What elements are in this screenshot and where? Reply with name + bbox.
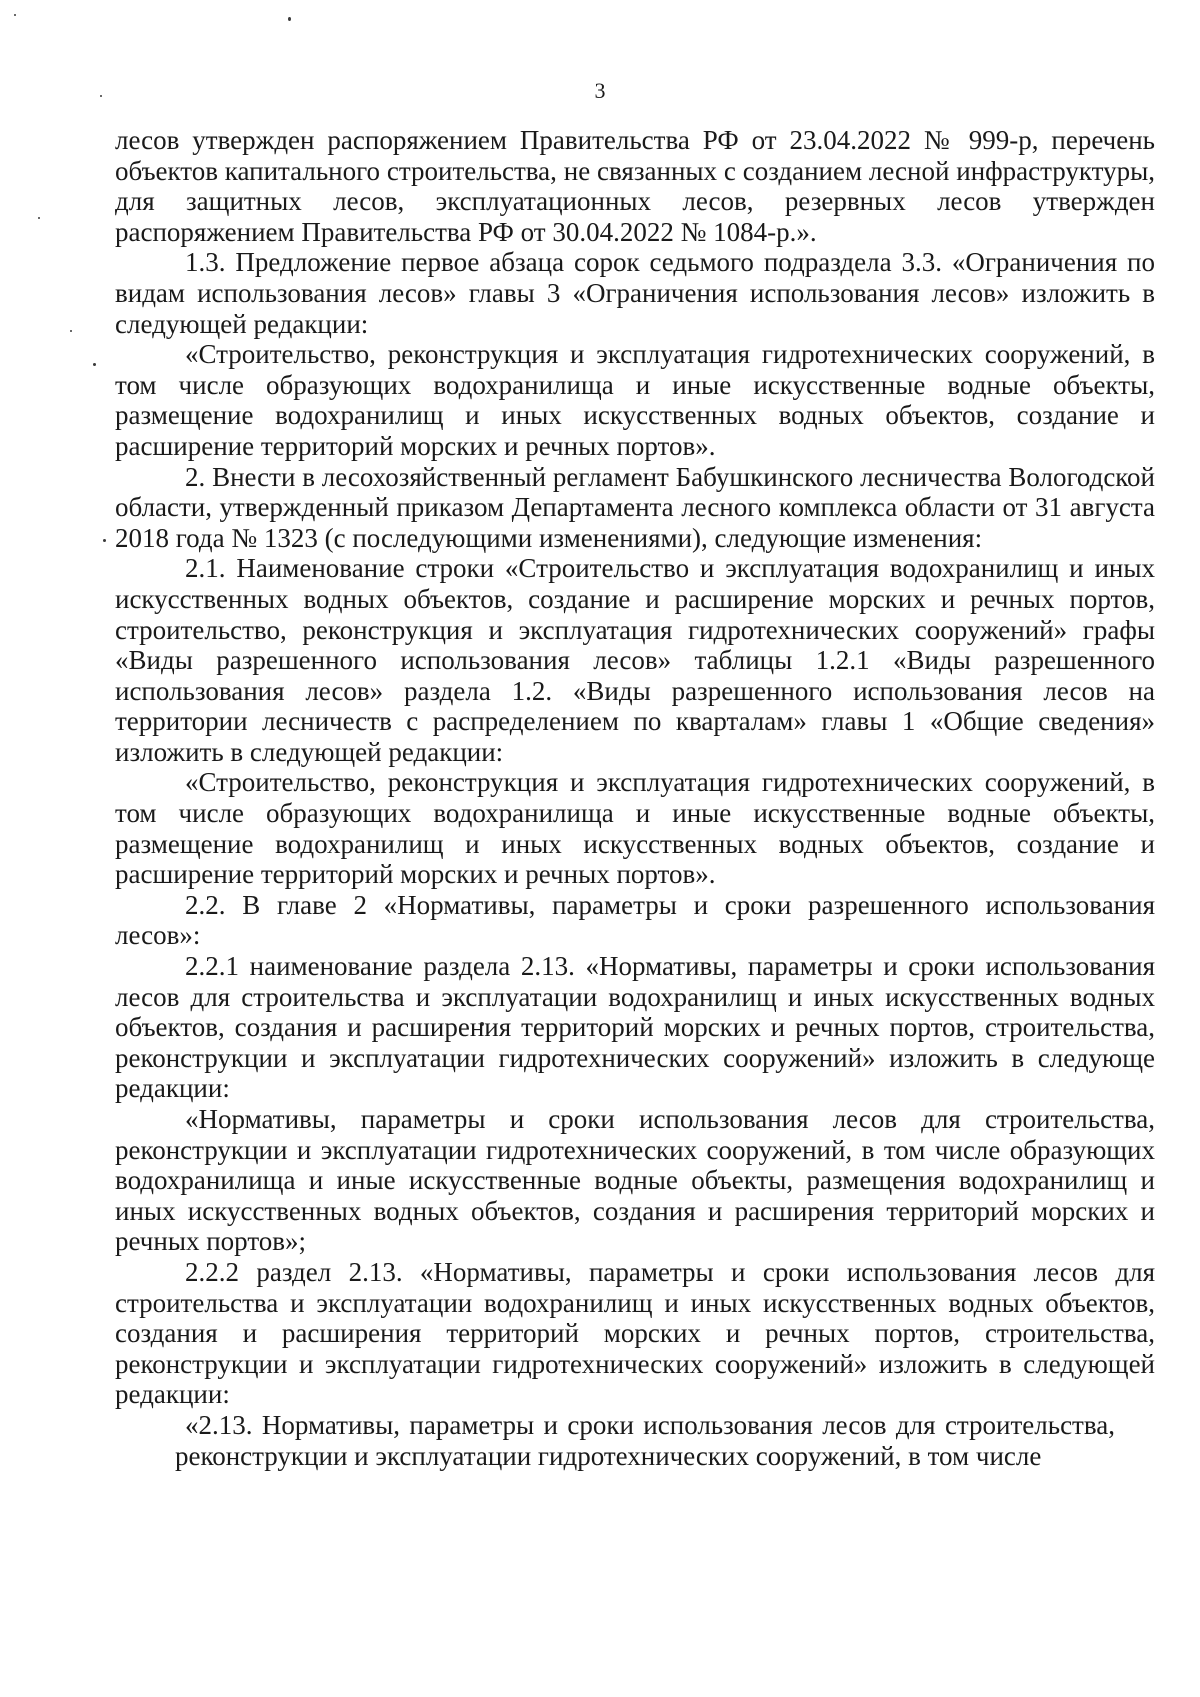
quote-paragraph: «Нормативы, параметры и сроки использования лесов для строительства, реконструкции и эксплуатации гидротехнических сооружений, в том числе образующих водохранилища и иные искусственные водные объекты, размещения водохранилищ и иных искусственных водных объектов, создания и расширения территорий морских и речных портов»;	[115, 1104, 1155, 1257]
page-number: 3	[594, 78, 606, 103]
scan-speck	[103, 539, 106, 542]
section-heading-line-2: реконструкции и эксплуатации гидротехнических сооружений, в том числе	[175, 1440, 1042, 1471]
document-body	[115, 125, 1155, 1471]
scan-speck	[70, 330, 72, 332]
paragraph-1-3: 1.3. Предложение первое абзаца сорок седьмого подраздела 3.3. «Ограничения по видам использования лесов» главы 3 «Ограничения использования лесов» изложить в следующей редакции:	[115, 247, 1155, 339]
scan-speck	[14, 14, 16, 16]
scan-speck	[93, 363, 96, 366]
paragraph-2-2-1: 2.2.1 наименование раздела 2.13. «Нормативы, параметры и сроки использования лесов для строительства и эксплуатации водохранилищ и иных искусственных водных объектов, создания и расширения территорий морских и речных портов, строительства, реконструкции и эксплуатации гидротехнических сооружений» изложить в следующе редакции:	[115, 951, 1155, 1104]
quote-paragraph: «Строительство, реконструкция и эксплуатация гидротехнических сооружений, в том числе образующих водохранилища и иные искусственные водные объекты, размещение водохранилищ и иных искусственных водных объектов, создание и расширение территорий морских и речных портов».	[115, 339, 1155, 461]
paragraph-continuation: лесов утвержден распоряжением Правительства РФ от 23.04.2022 № 999-р, перечень объектов капитального строительства, не связанных с созданием лесной инфраструктуры, для защитных лесов, эксплуатационных лесов, резервных лесов утвержден распоряжением Правительства РФ от 30.04.2022 № 1084-р.».	[115, 125, 1155, 247]
paragraph-2: 2. Внести в лесохозяйственный регламент Бабушкинского лесничества Вологодской области, утвержденный приказом Департамента лесного комплекса области от 31 августа 2018 года № 1323 (с последующими изменениями), следующие изменения:	[115, 461, 1155, 553]
scan-speck	[288, 17, 291, 21]
paragraph-2-2: 2.2. В главе 2 «Нормативы, параметры и сроки разрешенного использования лесов»:	[115, 889, 1155, 951]
paragraph-2-2-2: 2.2.2 раздел 2.13. «Нормативы, параметры и сроки использования лесов для строительства и эксплуатации водохранилищ и иных искусственных водных объектов, создания и расширения территорий морских и речных портов, строительства, реконструкции и эксплуатации гидротехнических сооружений» изложить в следующей редакции:	[115, 1256, 1155, 1410]
section-heading-line-1: «2.13. Нормативы, параметры и сроки использования лесов для строительства,	[185, 1409, 1115, 1440]
scan-speck	[38, 217, 40, 219]
paragraph-2-1: 2.1. Наименование строки «Строительство и эксплуатация водохранилищ и иных искусственных водных объектов, создание и расширение морских и речных портов, строительство, реконструкция и эксплуатация гидротехнических сооружений» графы «Виды разрешенного использования лесов» таблицы 1.2.1 «Виды разрешенного использования лесов» раздела 1.2. «Виды разрешенного использования лесов на территории лесничеств с распределением по кварталам» главы 1 «Общие сведения» изложить в следующей редакции:	[115, 553, 1155, 767]
section-2-13-heading	[115, 1410, 1155, 1471]
quote-paragraph: «Строительство, реконструкция и эксплуатация гидротехнических сооружений, в том числе образующих водохранилища и иные искусственные водные объекты, размещение водохранилищ и иных искусственных водных объектов, создание и расширение территорий морских и речных портов».	[115, 767, 1155, 890]
